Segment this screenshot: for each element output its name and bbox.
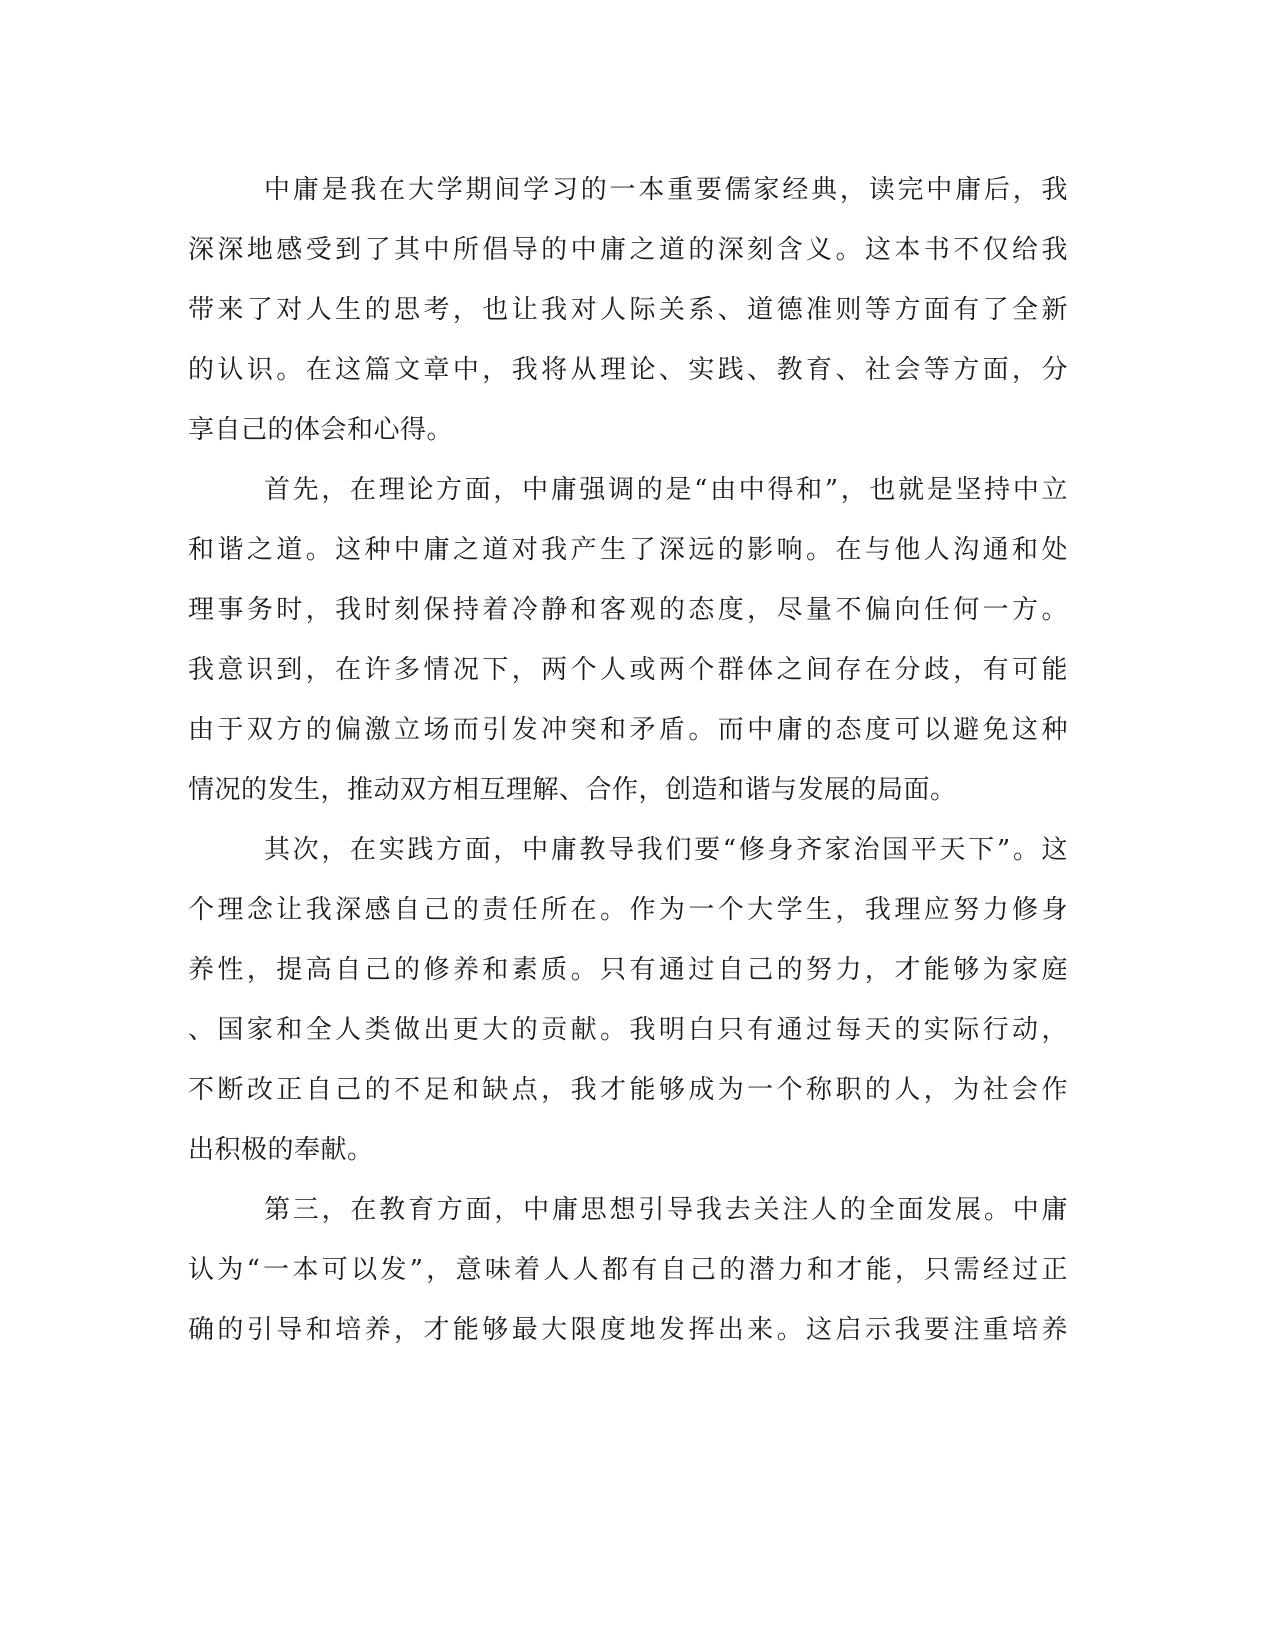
- text-line: 带来了对人生的思考，也让我对人际关系、道德准则等方面有了全新: [188, 295, 1068, 325]
- text-line: 首先，在理论方面，中庸强调的是“由中得和”，也就是坚持中立: [264, 475, 1068, 505]
- text-line: 养性，提高自己的修养和素质。只有通过自己的努力，才能够为家庭: [188, 955, 1068, 985]
- text-line: 的认识。在这篇文章中，我将从理论、实践、教育、社会等方面，分: [188, 355, 1068, 385]
- text-line: 第三，在教育方面，中庸思想引导我去关注人的全面发展。中庸: [264, 1195, 1068, 1225]
- text-line: 个理念让我深感自己的责任所在。作为一个大学生，我理应努力修身: [188, 895, 1068, 925]
- text-line: 和谐之道。这种中庸之道对我产生了深远的影响。在与他人沟通和处: [188, 535, 1068, 565]
- paragraph-2: [188, 460, 1068, 820]
- text-line: 出积极的奉献。: [188, 1135, 374, 1165]
- text-line: 深深地感受到了其中所倡导的中庸之道的深刻含义。这本书不仅给我: [188, 235, 1068, 265]
- paragraph-4: [188, 1180, 1068, 1360]
- text-line: 不断改正自己的不足和缺点，我才能够成为一个称职的人，为社会作: [188, 1075, 1068, 1105]
- text-line: 确的引导和培养，才能够最大限度地发挥出来。这启示我要注重培养: [188, 1315, 1068, 1345]
- essay-body: [188, 160, 1068, 1360]
- text-line: 、国家和全人类做出更大的贡献。我明白只有通过每天的实际行动，: [188, 1015, 1068, 1045]
- text-line: 由于双方的偏激立场而引发冲突和矛盾。而中庸的态度可以避免这种: [188, 715, 1068, 745]
- text-line: 享自己的体会和心得。: [188, 415, 454, 445]
- text-line: 其次，在实践方面，中庸教导我们要“修身齐家治国平天下”。这: [264, 835, 1068, 865]
- text-line: 认为“一本可以发”，意味着人人都有自己的潜力和才能，只需经过正: [188, 1255, 1068, 1285]
- paragraph-1: [188, 160, 1068, 460]
- text-line: 情况的发生，推动双方相互理解、合作，创造和谐与发展的局面。: [188, 775, 957, 805]
- text-line: 理事务时，我时刻保持着冷静和客观的态度，尽量不偏向任何一方。: [188, 595, 1068, 625]
- text-line: 我意识到，在许多情况下，两个人或两个群体之间存在分歧，有可能: [188, 655, 1068, 685]
- paragraph-3: [188, 820, 1068, 1180]
- text-line: 中庸是我在大学期间学习的一本重要儒家经典，读完中庸后，我: [264, 175, 1068, 205]
